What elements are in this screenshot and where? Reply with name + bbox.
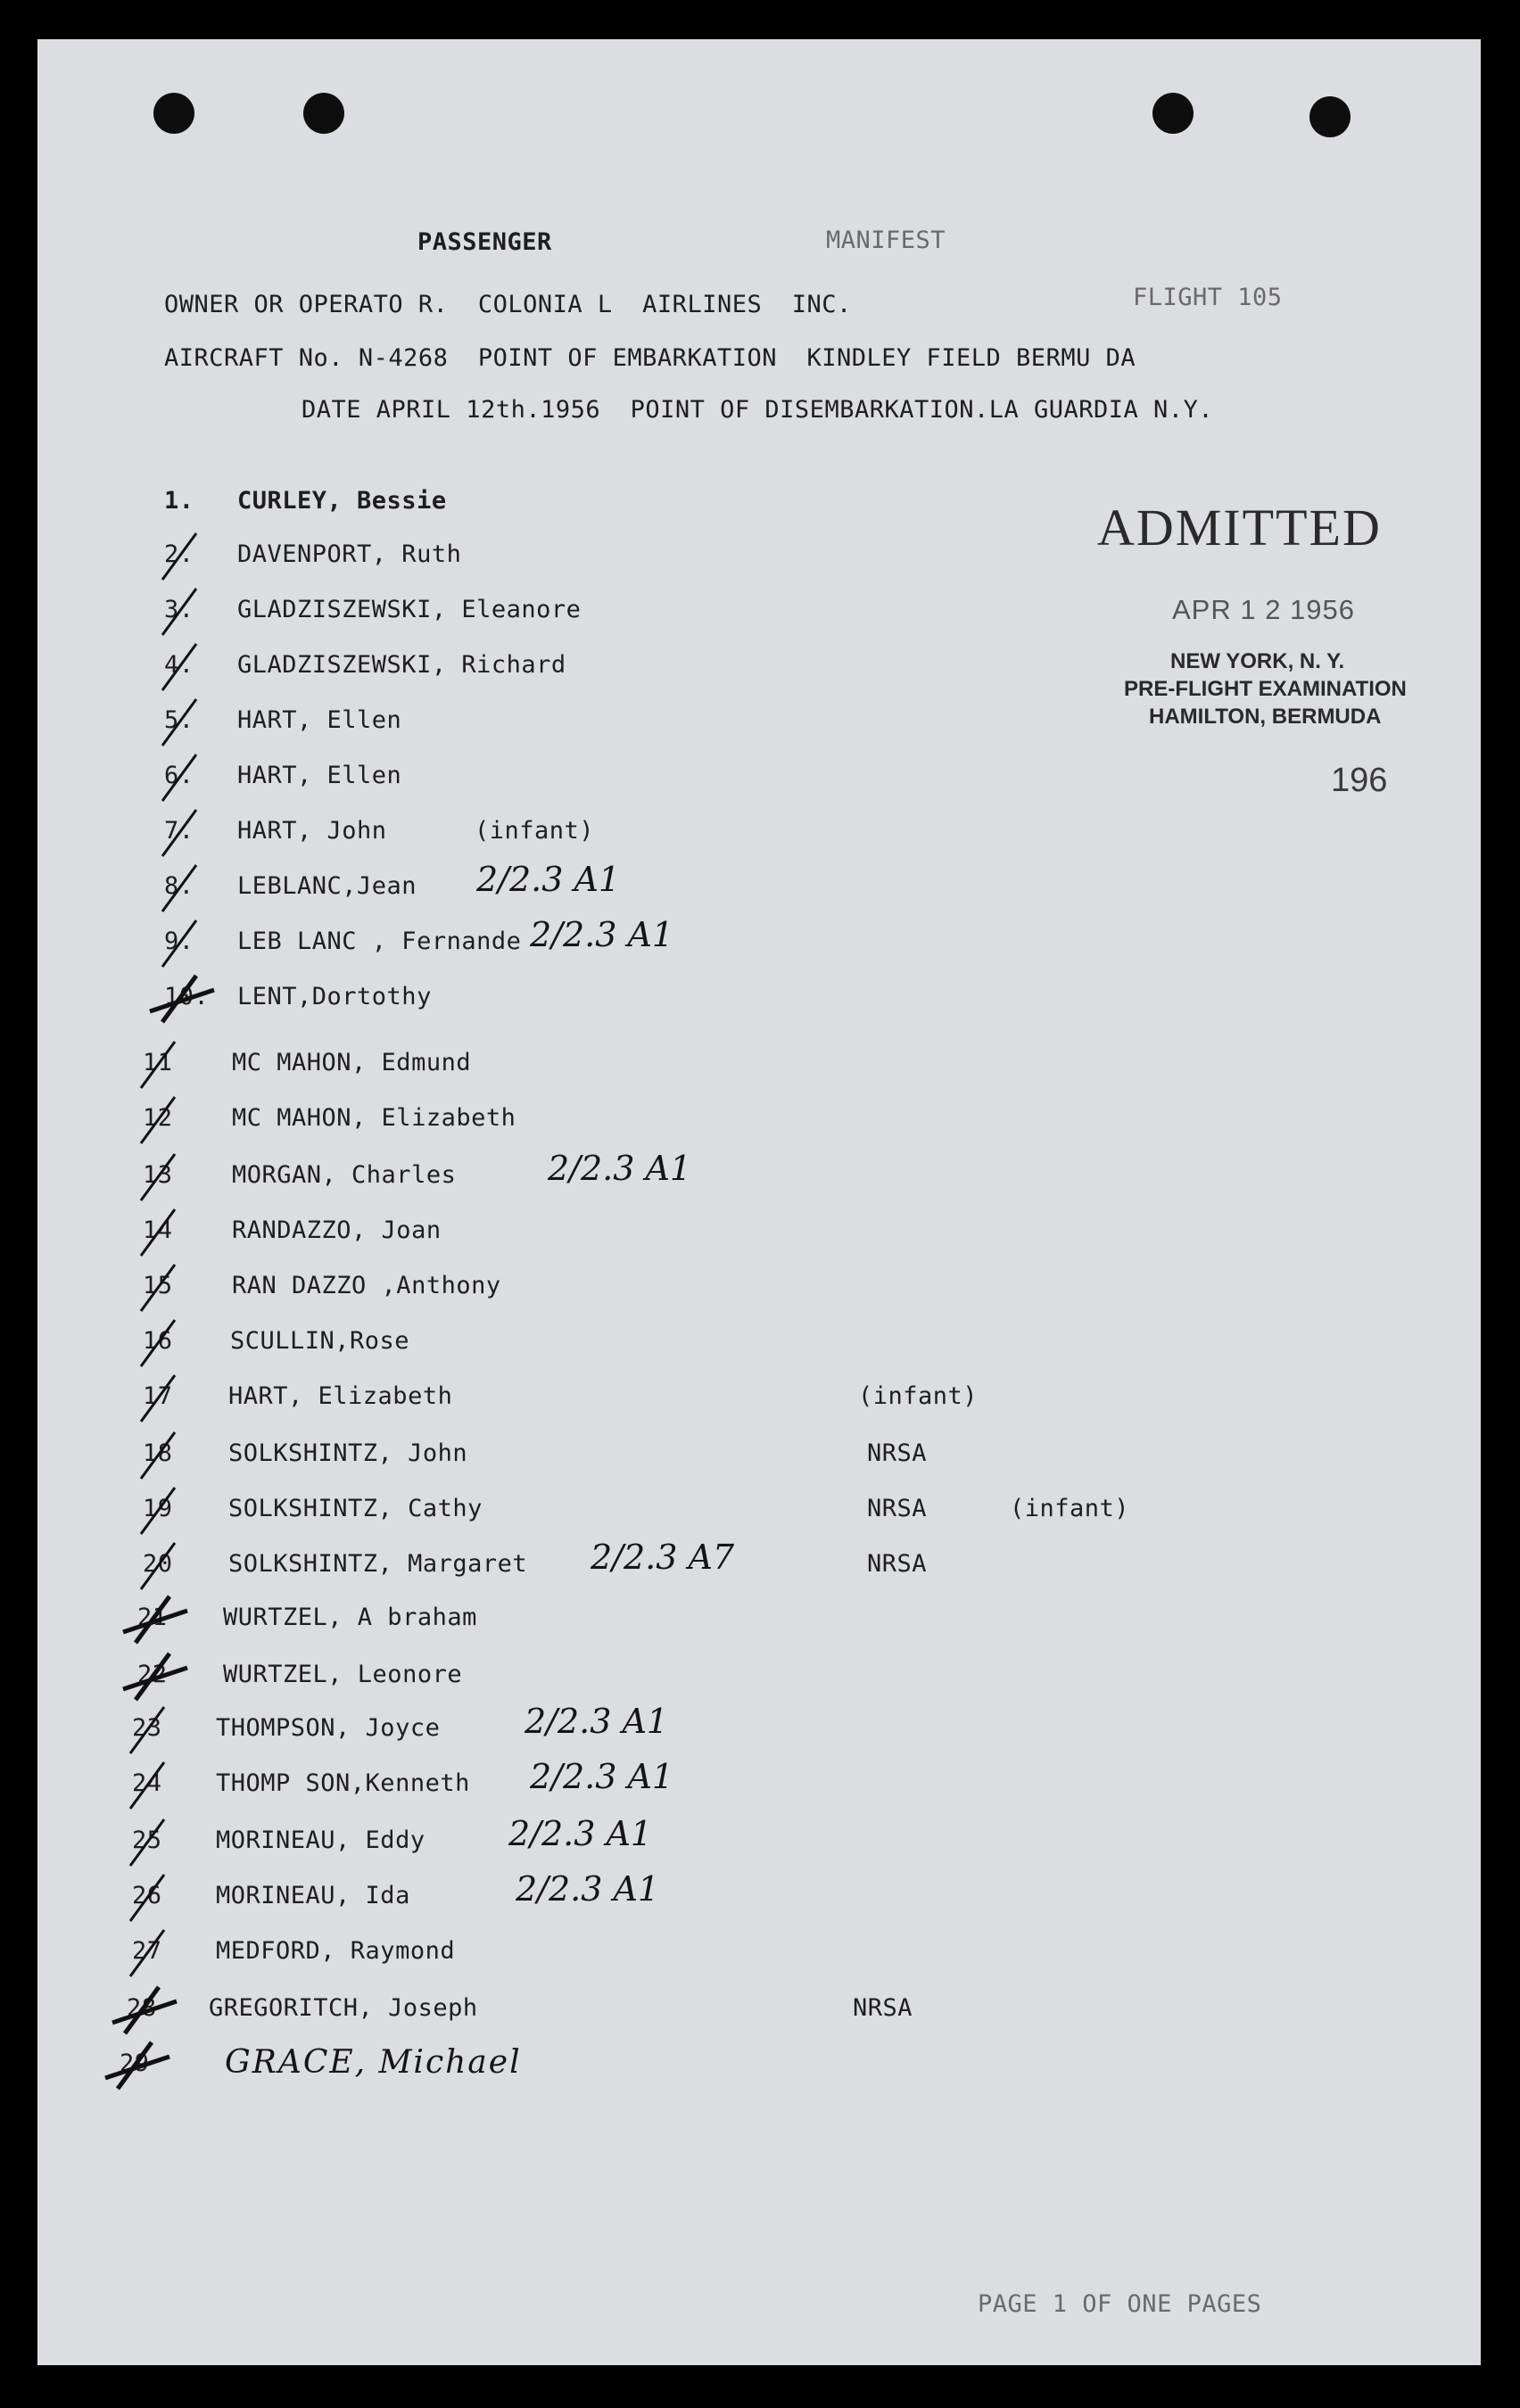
check-mark (141, 1042, 175, 1088)
passenger-name: LEB LANC , Fernande (237, 928, 522, 955)
passenger-name: WURTZEL, A braham (223, 1604, 477, 1631)
passenger-number: 13 (143, 1161, 173, 1189)
passenger-name: SOLKSHINTZ, Cathy (228, 1495, 483, 1522)
check-mark (141, 1097, 175, 1143)
check-mark (130, 1762, 164, 1809)
passenger-name: GREGORITCH, Joseph (209, 1994, 478, 2022)
owner-line: OWNER OR OPERATO R. COLONIA L AIRLINES INC. (164, 291, 852, 318)
handwritten-code: 2/2.3 A7 (591, 1538, 735, 1577)
check-mark (130, 1875, 164, 1921)
passenger-number: 17 (143, 1382, 173, 1410)
check-mark (162, 755, 196, 801)
check-mark (162, 920, 196, 967)
passenger-number: 27 (132, 1937, 162, 1965)
passenger-name: THOMP SON,Kenneth (216, 1769, 470, 1797)
passenger-name: MC MAHON, Edmund (232, 1049, 472, 1076)
passenger-number: 16 (143, 1327, 173, 1355)
passenger-name: GLADZISZEWSKI, Richard (237, 651, 566, 679)
check-mark (162, 589, 196, 635)
passenger-number: 14 (143, 1216, 173, 1244)
handwritten-code: 2/2.3 A1 (530, 1757, 674, 1796)
passenger-status: (infant) (858, 1382, 979, 1410)
passenger-name: RANDAZZO, Joan (232, 1216, 442, 1244)
check-mark (141, 1265, 175, 1311)
passenger-status: NRSA (867, 1550, 928, 1578)
passenger-name: MORINEAU, Eddy (216, 1827, 425, 1854)
admitted-stamp-heading: ADMITTED (1097, 499, 1382, 557)
passenger-number: 12 (143, 1104, 173, 1132)
passenger-status: NRSA (867, 1439, 928, 1467)
passenger-number: 10. (164, 983, 210, 1010)
passenger-status: NRSA (867, 1495, 928, 1522)
check-mark (130, 1819, 164, 1866)
check-mark (162, 644, 196, 690)
passenger-number: 4. (164, 651, 194, 679)
passenger-number: 3. (164, 596, 194, 623)
passenger-number: 9. (164, 928, 194, 955)
check-mark (141, 1209, 175, 1256)
page-count: PAGE 1 OF ONE PAGES (978, 2290, 1262, 2318)
passenger-number: 18 (143, 1439, 173, 1467)
flight-number: FLIGHT 105 (1133, 284, 1283, 311)
passenger-name: HART, Ellen (237, 762, 402, 789)
passenger-number: 29 (120, 2049, 150, 2077)
passenger-name: MORINEAU, Ida (216, 1882, 410, 1909)
handwritten-code: 2/2.3 A1 (525, 1702, 669, 1741)
passenger-number: 1. (164, 487, 194, 515)
passenger-name-handwritten: GRACE, Michael (225, 2044, 522, 2081)
passenger-name: RAN DAZZO ,Anthony (232, 1272, 501, 1299)
passenger-number: 6. (164, 762, 194, 789)
passenger-name: LEBLANC,Jean (237, 872, 417, 900)
admitted-stamp-date: APR 1 2 1956 (1172, 594, 1356, 625)
check-mark (141, 1375, 175, 1422)
manifest-title-left: PASSENGER (417, 228, 552, 256)
passenger-number: 2. (164, 540, 194, 568)
passenger-number: 26 (132, 1882, 162, 1909)
admitted-stamp-number: 196 (1331, 762, 1388, 799)
passenger-number: 20 (143, 1550, 173, 1578)
passenger-number: 28 (127, 1994, 157, 2022)
passenger-number: 25 (132, 1827, 162, 1854)
check-mark (130, 1707, 164, 1753)
handwritten-code: 2/2.3 A1 (516, 1869, 660, 1909)
admitted-stamp-place: NEW YORK, N. Y. (1170, 649, 1345, 673)
passenger-name: MEDFORD, Raymond (216, 1937, 456, 1965)
passenger-number: 15 (143, 1272, 173, 1299)
passenger-number: 23 (132, 1714, 162, 1742)
passenger-name: DAVENPORT, Ruth (237, 540, 462, 568)
passenger-name: WURTZEL, Leonore (223, 1661, 463, 1688)
handwritten-code: 2/2.3 A1 (508, 1814, 653, 1853)
passenger-number: 22 (137, 1661, 168, 1688)
manifest-title-right: MANIFEST (826, 227, 946, 254)
passenger-number: 19 (143, 1495, 173, 1522)
passenger-name: SCULLIN,Rose (230, 1327, 410, 1355)
aircraft-embarkation-line: AIRCRAFT No. N-4268 POINT OF EMBARKATION KINDLEY FIELD BERMU DA (164, 344, 1136, 372)
passenger-name: LENT,Dortothy (237, 983, 432, 1010)
check-mark (162, 865, 196, 911)
passenger-name: MC MAHON, Elizabeth (232, 1104, 516, 1132)
tick-layer (37, 39, 1481, 2365)
check-mark (141, 1543, 175, 1589)
passenger-note: (infant) (475, 817, 595, 845)
passenger-note: (infant) (1010, 1495, 1130, 1522)
check-mark (162, 810, 196, 856)
passenger-number: 8. (164, 872, 194, 900)
passenger-name: THOMPSON, Joyce (216, 1714, 441, 1742)
passenger-number: 5. (164, 706, 194, 734)
check-mark (141, 1320, 175, 1366)
passenger-name: SOLKSHINTZ, Margaret (228, 1550, 528, 1578)
passenger-name: HART, Ellen (237, 706, 402, 734)
passenger-name: MORGAN, Charles (232, 1161, 457, 1189)
check-mark (162, 699, 196, 746)
handwritten-code: 2/2.3 A1 (548, 1149, 692, 1188)
check-mark (141, 1432, 175, 1479)
passenger-status: NRSA (853, 1994, 913, 2022)
passenger-name: HART, John (237, 817, 387, 845)
admitted-stamp-exam: PRE-FLIGHT EXAMINATION (1124, 677, 1407, 701)
passenger-name: GLADZISZEWSKI, Eleanore (237, 596, 582, 623)
passenger-number: 11 (143, 1049, 173, 1076)
date-disembarkation-line: DATE APRIL 12th.1956 POINT OF DISEMBARKATION.LA GUARDIA N.Y. (302, 396, 1214, 424)
handwritten-code: 2/2.3 A1 (476, 860, 621, 899)
passenger-number: 21 (137, 1604, 168, 1631)
handwritten-code: 2/2.3 A1 (530, 915, 674, 954)
admitted-stamp-station: HAMILTON, BERMUDA (1149, 705, 1382, 729)
manifest-page (37, 39, 1481, 2365)
passenger-number: 24 (132, 1769, 162, 1797)
check-mark (130, 1930, 164, 1976)
check-mark (141, 1154, 175, 1200)
check-mark (141, 1488, 175, 1534)
passenger-name: SOLKSHINTZ, John (228, 1439, 468, 1467)
passenger-name: HART, Elizabeth (228, 1382, 453, 1410)
passenger-number: 7. (164, 817, 194, 845)
passenger-name: CURLEY, Bessie (237, 487, 447, 515)
check-mark (162, 533, 196, 580)
